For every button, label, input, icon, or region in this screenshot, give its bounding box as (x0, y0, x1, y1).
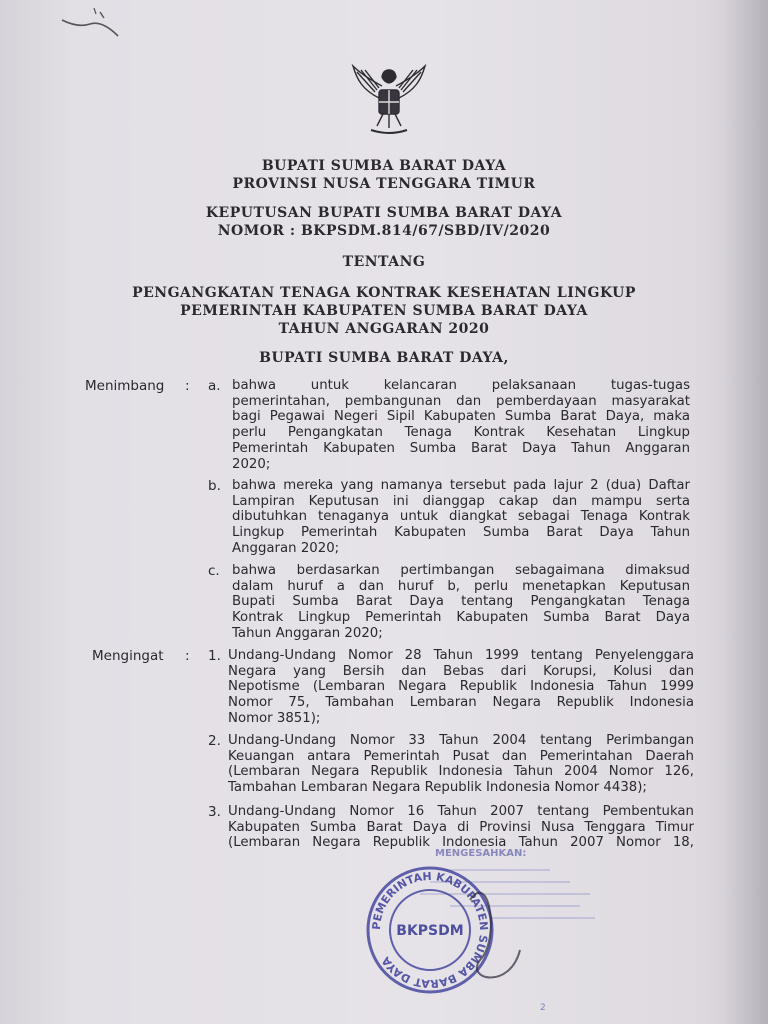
mengingat-item-1 (228, 648, 694, 727)
text-line: Negara yang Bersih dan Bebas dari Korupsi, Kolusi dan (228, 663, 694, 679)
text-line: bahwa mereka yang namanya tersebut pada lajur 2 (dua) Daftar (232, 478, 690, 493)
text-line: Nomor 3851); (228, 710, 321, 726)
text-line: Tahun Anggaran 2020; (232, 625, 383, 641)
decree-number: NOMOR : BKPSDM.814/67/SBD/IV/2020 (217, 223, 551, 239)
province-title: PROVINSI NUSA TENGGARA TIMUR (232, 176, 536, 192)
text-line: Undang-Undang Nomor 16 Tahun 2007 tentang Pembentukan (228, 804, 694, 819)
text-line: Undang-Undang Nomor 33 Tahun 2004 tentang Perimbangan (228, 733, 694, 748)
menimbang-item-b (232, 478, 690, 557)
text-line: Bupati Sumba Barat Daya tentang Pengangkatan Tenaga (232, 594, 690, 610)
stamp-ring-textpath: PEMERINTAH KABUPATEN SUMBA BARAT DAYA (369, 869, 491, 991)
handwritten-mark (60, 6, 130, 46)
tentang-heading: TENTANG (342, 254, 426, 270)
text-line: bahwa untuk kelancaran pelaksanaan tugas-tugas (232, 378, 690, 393)
menimbang-item-c (232, 563, 690, 642)
menimbang-label: Menimbang (85, 378, 165, 394)
mengingat-item-2 (228, 733, 694, 796)
menimbang-colon: : (185, 378, 190, 394)
text-line: Pemerintah Kabupaten Sumba Barat Daya Tahun Anggaran (232, 440, 690, 456)
text-line: (Lembaran Negara Republik Indonesia Tahun 2007 Nomor 18, (228, 835, 694, 851)
garuda-emblem-icon (349, 62, 429, 142)
text-line: Keuangan antara Pemerintah Pusat dan Pemerintahan Daerah (228, 748, 694, 764)
decree-title: KEPUTUSAN BUPATI SUMBA BARAT DAYA (205, 205, 563, 221)
subject-line-1: PENGANGKATAN TENAGA KONTRAK KESEHATAN LINGKUP (132, 285, 636, 301)
text-line: Nepotisme (Lembaran Negara Republik Indonesia Tahun 1999 (228, 679, 694, 695)
official-stamp (340, 840, 640, 1024)
regent-signature-heading: BUPATI SUMBA BARAT DAYA, (259, 350, 509, 366)
text-line: (Lembaran Negara Republik Indonesia Tahun 2004 Nomor 126, (228, 764, 694, 780)
scan-edge-shadow (722, 0, 768, 1024)
page-number: 2 (540, 1003, 546, 1013)
text-line: bahwa berdasarkan pertimbangan sebagaimana dimaksud (232, 563, 690, 578)
mengingat-marker-2: 2. (208, 733, 221, 749)
text-line: Nomor 75, Tambahan Lembaran Negara Republik Indonesia (228, 695, 694, 711)
subject-line-2: PEMERINTAH KABUPATEN SUMBA BARAT DAYA (180, 303, 588, 319)
text-line: dalam huruf a dan huruf b, perlu menetapkan Keputusan (232, 578, 690, 594)
subject-line-3: TAHUN ANGGARAN 2020 (278, 321, 490, 337)
text-line: pemerintahan, pembangunan dan pemberdayaan masyarakat (232, 393, 690, 409)
stamp-center-text: BKPSDM (396, 923, 464, 939)
stamp-header: MENGESAHKAN: (435, 848, 527, 859)
text-line: bagi Pegawai Negeri Sipil Kabupaten Sumba Barat Daya, maka (232, 409, 690, 425)
regent-title: BUPATI SUMBA BARAT DAYA (261, 158, 507, 174)
text-line: 2020; (232, 456, 271, 472)
menimbang-marker-c: c. (208, 563, 220, 579)
menimbang-marker-a: a. (208, 378, 221, 394)
menimbang-item-a (232, 378, 690, 472)
text-line: Undang-Undang Nomor 28 Tahun 1999 tentang Penyelenggara (228, 648, 694, 663)
text-line: perlu Pengangkatan Tenaga Kontrak Kesehatan Lingkup (232, 425, 690, 441)
text-line: Kontrak Lingkup Pemerintah Kabupaten Sumba Barat Daya (232, 610, 690, 626)
text-line: Kabupaten Sumba Barat Daya di Provinsi Nusa Tenggara Timur (228, 819, 694, 835)
text-line: Lingkup Pemerintah Kabupaten Sumba Barat Daya Tahun (232, 525, 690, 541)
mengingat-marker-3: 3. (208, 804, 221, 820)
mengingat-colon: : (185, 648, 190, 664)
mengingat-label: Mengingat (92, 648, 164, 664)
text-line: Tambahan Lembaran Negara Republik Indonesia Nomor 4438); (228, 780, 647, 796)
text-line: Anggaran 2020; (232, 540, 340, 556)
menimbang-marker-b: b. (208, 478, 221, 494)
mengingat-marker-1: 1. (208, 648, 221, 664)
text-line: Lampiran Keputusan ini dianggap cakap dan mampu serta (232, 493, 690, 509)
text-line: dibutuhkan tenaganya untuk diangkat sebagai Tenaga Kontrak (232, 509, 690, 525)
